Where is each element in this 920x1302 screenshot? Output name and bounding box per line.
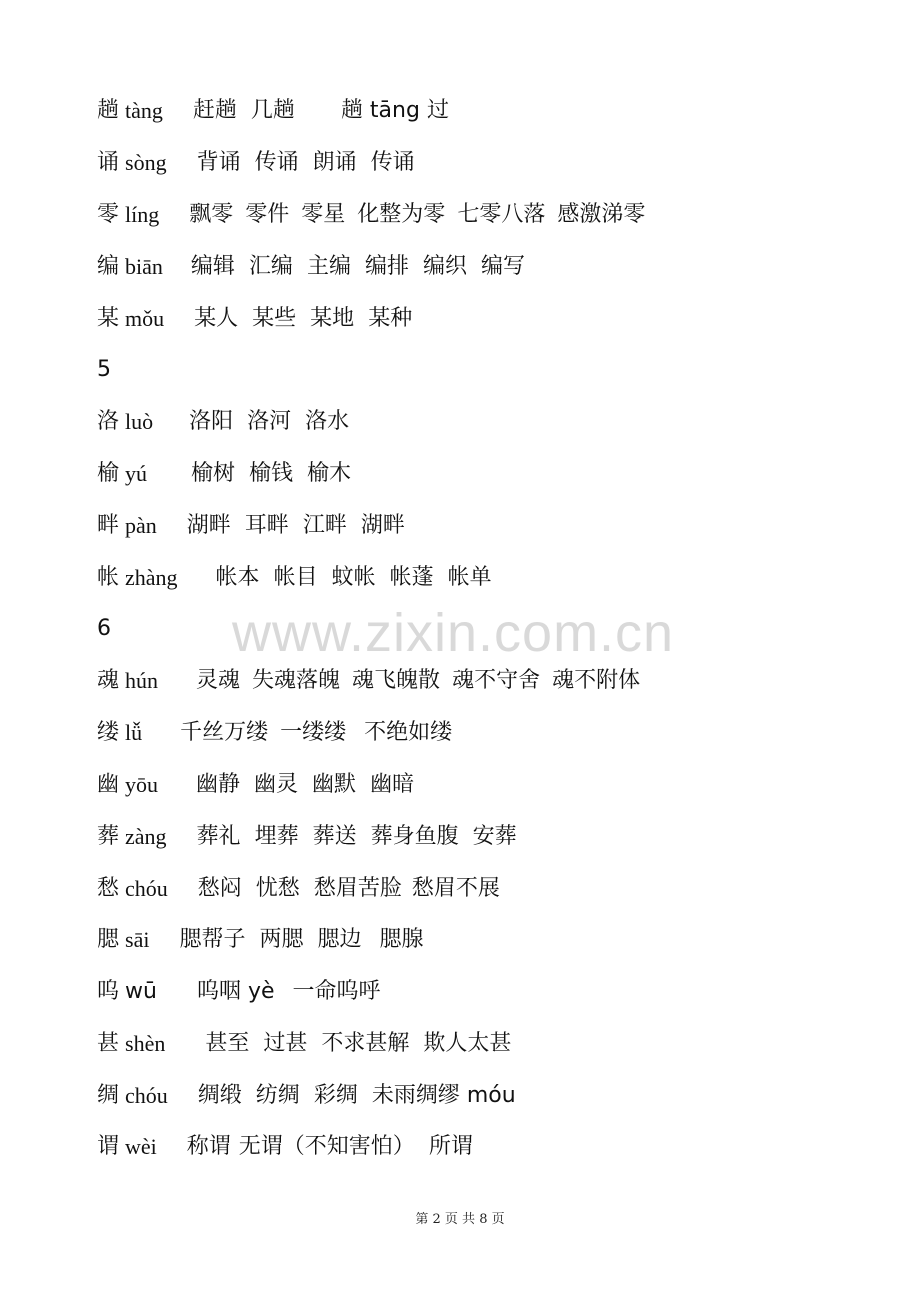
character: 诵 <box>97 150 120 175</box>
word: 葬礼 <box>196 824 241 849</box>
vocab-line <box>97 299 412 339</box>
word: 葬送 <box>312 824 357 849</box>
word: 编辑 <box>190 254 235 279</box>
word: 零件 <box>245 202 290 227</box>
character: 幽 <box>97 772 120 797</box>
word: 七零八落 <box>457 202 546 227</box>
word: 某些 <box>252 306 297 331</box>
pinyin: zàng <box>125 824 167 849</box>
word: 幽静 <box>196 772 241 797</box>
word: 榆钱 <box>249 461 294 486</box>
pinyin: lǚ <box>125 720 143 745</box>
word: 一缕缕 <box>280 720 347 745</box>
character: 绸 <box>97 1083 120 1108</box>
vocab-line <box>97 402 349 442</box>
word: 魂飞魄散 <box>352 668 441 693</box>
pinyin: mǒu <box>125 306 165 331</box>
word: 传诵 <box>254 150 299 175</box>
character: 谓 <box>97 1134 120 1159</box>
vocab-line <box>97 247 525 287</box>
vocab-line <box>97 454 351 494</box>
word: 灵魂 <box>196 668 241 693</box>
vocab-line <box>97 506 405 546</box>
word: 幽默 <box>312 772 357 797</box>
word: 耳畔 <box>244 513 289 538</box>
word: 腮腺 <box>379 927 424 952</box>
word: 几趟 <box>250 98 295 123</box>
word: 背诵 <box>196 150 241 175</box>
section-label: 5 <box>97 357 111 382</box>
vocab-line <box>97 765 414 805</box>
note: 趟 tāng 过 <box>340 98 449 123</box>
word: 葬身鱼腹 <box>370 824 459 849</box>
word: 愁眉苦脸 <box>313 876 402 901</box>
word: 赶趟 <box>192 98 237 123</box>
word: 洛河 <box>247 409 292 434</box>
word: 帐目 <box>273 565 318 590</box>
word: 传诵 <box>370 150 415 175</box>
vocab-line <box>97 817 517 857</box>
word: 忧愁 <box>255 876 300 901</box>
word: 榆树 <box>191 461 236 486</box>
pinyin: zhàng <box>125 565 178 590</box>
word: 呜咽 yè <box>196 979 275 1004</box>
word: 帐蓬 <box>389 565 434 590</box>
word: 愁眉不展 <box>411 876 500 901</box>
word: 感激涕零 <box>557 202 646 227</box>
vocab-line <box>97 869 500 909</box>
vocab-line <box>97 1024 511 1064</box>
word: 彩绸 <box>313 1083 358 1108</box>
word: 洛阳 <box>189 409 234 434</box>
word: 腮边 <box>317 927 362 952</box>
vocab-line <box>97 1076 516 1116</box>
word: 魂不附体 <box>552 668 641 693</box>
word: 帐本 <box>215 565 260 590</box>
word: 埋葬 <box>254 824 299 849</box>
vocab-line <box>97 972 381 1012</box>
word: 无谓（不知害怕） <box>238 1134 415 1159</box>
vocab-line <box>97 143 415 183</box>
word: 绸缎 <box>197 1083 242 1108</box>
pinyin: sòng <box>125 150 167 175</box>
word: 幽暗 <box>370 772 415 797</box>
word: 编排 <box>364 254 409 279</box>
pinyin: tàng <box>125 98 163 123</box>
character: 愁 <box>97 876 120 901</box>
pinyin: chóu <box>125 876 168 901</box>
character: 畔 <box>97 513 120 538</box>
word: 失魂落魄 <box>252 668 341 693</box>
word: 不绝如缕 <box>364 720 453 745</box>
pinyin: luò <box>125 409 154 434</box>
pinyin: yōu <box>125 772 159 797</box>
section-number <box>97 350 111 390</box>
word: 两腮 <box>259 927 304 952</box>
word: 幽灵 <box>254 772 299 797</box>
section-label: 6 <box>97 616 111 641</box>
word: 过甚 <box>263 1031 308 1056</box>
character: 腮 <box>97 927 120 952</box>
word: 魂不守舍 <box>452 668 541 693</box>
character: 编 <box>97 254 120 279</box>
character: 魂 <box>97 668 120 693</box>
word: 编织 <box>422 254 467 279</box>
pinyin: chóu <box>125 1083 168 1108</box>
word: 编写 <box>480 254 525 279</box>
word: 安葬 <box>472 824 517 849</box>
character: 洛 <box>97 409 120 434</box>
character: 葬 <box>97 824 120 849</box>
vocab-line <box>97 558 492 598</box>
character: 缕 <box>97 720 120 745</box>
word: 汇编 <box>248 254 293 279</box>
character: 趟 <box>97 98 120 123</box>
word: 帐单 <box>447 565 492 590</box>
vocab-line <box>97 920 424 960</box>
word: 欺人太甚 <box>423 1031 512 1056</box>
character: 帐 <box>97 565 120 590</box>
word: 榆木 <box>307 461 352 486</box>
pinyin: sāi <box>125 927 150 952</box>
section-number <box>97 609 111 649</box>
word: 腮帮子 <box>179 927 246 952</box>
pinyin: hún <box>125 668 159 693</box>
character: 甚 <box>97 1031 120 1056</box>
word: 一命呜呼 <box>292 979 381 1004</box>
character: 呜 <box>97 979 120 1004</box>
character: 零 <box>97 202 120 227</box>
character: 榆 <box>97 461 120 486</box>
word: 不求甚解 <box>321 1031 410 1056</box>
word: 未雨绸缪 móu <box>371 1083 516 1108</box>
word: 飘零 <box>189 202 234 227</box>
word: 某人 <box>194 306 239 331</box>
vocab-line <box>97 713 452 753</box>
word: 称谓 <box>186 1134 231 1159</box>
pinyin: shèn <box>125 1031 166 1056</box>
word: 甚至 <box>205 1031 250 1056</box>
word: 纺绸 <box>255 1083 300 1108</box>
pinyin: pàn <box>125 513 157 538</box>
pinyin: wèi <box>125 1134 157 1159</box>
vocab-line <box>97 195 645 235</box>
watermark: www.zixin.com.cn <box>232 603 675 663</box>
word: 某地 <box>310 306 355 331</box>
pinyin: líng <box>125 202 160 227</box>
word: 湖畔 <box>360 513 405 538</box>
pinyin: biān <box>125 254 163 279</box>
word: 愁闷 <box>197 876 242 901</box>
vocab-line <box>97 91 449 131</box>
word: 化整为零 <box>357 202 446 227</box>
word: 湖畔 <box>186 513 231 538</box>
pinyin: yú <box>125 461 148 486</box>
character: 某 <box>97 306 120 331</box>
word: 朗诵 <box>312 150 357 175</box>
word: 蚊帐 <box>331 565 376 590</box>
word: 江畔 <box>302 513 347 538</box>
vocab-line <box>97 661 640 701</box>
word: 某种 <box>368 306 413 331</box>
pinyin: wū <box>125 979 157 1004</box>
word: 洛水 <box>305 409 350 434</box>
page-footer: 第 2 页 共 8 页 <box>415 1212 505 1227</box>
word: 主编 <box>306 254 351 279</box>
word: 千丝万缕 <box>180 720 269 745</box>
word: 所谓 <box>428 1134 473 1159</box>
vocab-line <box>97 1127 473 1167</box>
word: 零星 <box>301 202 346 227</box>
